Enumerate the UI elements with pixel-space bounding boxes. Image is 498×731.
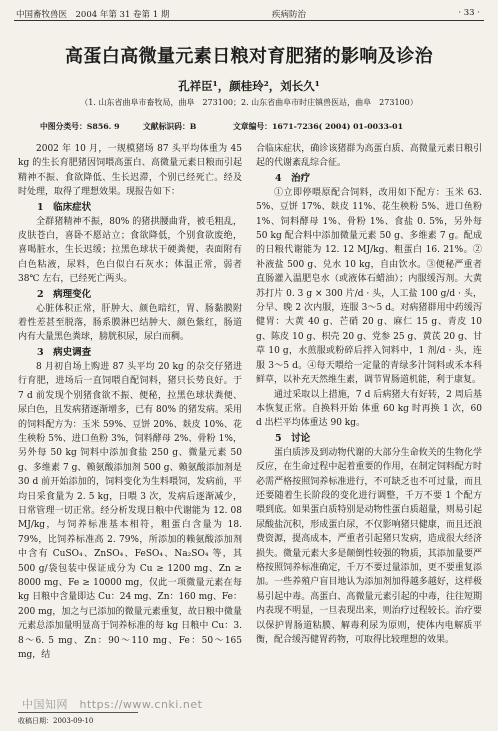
intro-paragraph: 2002 年 10 月，一规模猪场 87 头平均体重为 45 kg 的生长育肥猪因饲喂高蛋白、高微量元素日粮而引起精神不振、食欲降低、生长迟滞，个别已经死亡。经及时处理，取得了理想效果。现报告如下： [18,144,242,198]
left-column [18,142,242,662]
treatment-paragraph: ①立即停喂原配合饲料，改用如下配方：玉米 63. 5%、豆饼 17%、麸皮 11%、花生秧粉 5%、进口鱼粉 1%、饲料酵母 1%、骨粉 1%、食盐 0. 5%，另外每 50 kg 配合料中添加微量元素 50 g、多维素 7 g。配成的日粮代谢能为 12. 12 MJ/kg、粗蛋白 16. 21%。②补液盐 500 g、兑水 10 kg，自由饮水。③便秘严重者直肠灌入温肥皂水（或液体石蜡油）；内服缓泻剂。大黄苏打片 0. 3 g × 300 片/d · 头，人工盐 100 g/d · 头，分早、晚 2 次内服，连服 3～5 d。对病猪群用中药缓泻健胃：大黄 40 g、芒硝 20 g、麻仁 15 g、青皮 10 g、陈皮 10 g、枳壳 20 g、党参 25 g、黄芪 20 g、甘草 10 g，水煎服或粉碎后拌入饲料中，1 剂/d · 头，连服 3～5 d。④每天喂给一定量的青绿多汁饲料或禾本科鲜草，以补充天然维生素，调节胃肠道机能，利于康复。 [256,187,482,386]
diagnosis-continuation: 合临床症状，确诊该猪群为高蛋白质、高微量元素日粮引起的代谢紊乱综合征。 [256,144,482,169]
footnote-rule [18,712,138,713]
history-paragraph: 8 月初自场上购进 87 头平均 20 kg 的杂交仔猪进行育肥，进场后一直饲喂自配饲料，猪只长势良好。于 7 d 前发现个别猪食欲不振、便秘，拉黑色球状粪便、尿白色，且发病猪逐渐增多，已有 80% 的猪发病。采用的饲料配方为：玉米 59%、豆饼 20%、麸皮 10%、花生秧粉 5%、进口鱼粉 3%，饲料酵母 2%、骨粉 1%，另外每 50 kg 饲料中添加食盐 250 g、微量元素 50 g、多维素 7 g、赖氨酸添加剂 500 g、赖氨酸添加剂是 30 d 前开始添加的，饲料变化为生料喂饲，发病前，平均日采食量为 2. 5 kg，日喂 3 次，发病后逐渐减少，日常管理一切正常。经分析发现日粮中代谢能为 12. 08 MJ/kg，与饲养标准基本相符，粗蛋白含量为 18. 79%，比饲养标准高 2. 79%，所添加的赖氨酸添加剂中含有 CuSO₄、ZnSO₄、FeSO₄、Na₂SO₄ 等，其 500 g/袋包装中保证成分为 Cu ≥ 1200 mg、Zn ≥ 8000 mg、Fe ≥ 10000 mg，仅此一项微量元素在每 kg 日粮中含量即达 Cu：24 mg、Zn：160 mg、Fe：200 mg，加之与已添加的微量元素重复，故日粮中微量元素总添加量明显高于饲养标准的每 kg 日粮中 Cu：3. 8～6. 5 mg、Zn：90～110 mg、Fe：50～165 mg，结 [18,361,242,660]
section-heading-history: 3 病史调查 [37,346,92,358]
running-head [14,6,484,20]
section-label: 疾病防治 [272,10,307,20]
section-heading-discussion: 5 讨论 [275,432,311,444]
section-heading-pathology: 2 病理变化 [37,288,92,300]
discussion-paragraph: 蛋白质涉及到动物代谢的大部分生命攸关的生物化学反应，在生命过程中起着重要的作用，在制定饲料配方时必需严格按照饲养标准进行，不可缺乏也不可过量，而且还要随着生长阶段的变化进行调整，千万不要 1 个配方喂到底。如果蛋白质特别是动物性蛋白质超量，则易引起尿酸盐沉积，形成蛋白尿，不仅影响猪只健康，而且还浪费资源，提高成本，严重者引起猪只发病，造成很大经济损失。微量元素大多是颠倒性较强的物质，其添加量要严格按照饲养标准确定，千万不要过量添加，更不要重复添加。一些养殖户盲目地认为添加剂加得越多越好，这样极易引起中毒。高蛋白、高微量元素引起的中毒，往往短期内表现不明显，一旦表现出来，则治疗过程较长。治疗要以保护胃肠道粘膜、解毒利尿为原则，使体内电解质平衡，配合缓泻健胃药物，可取得比较理想的效果。 [256,447,482,645]
symptoms-paragraph: 全群猪精神不振，80% 的猪拱腰曲背，被毛粗乱，皮肤苍白，喜卧不愿站立；食欲降低，个别食欲废绝，喜喝脏水，生长迟缓；拉黑色球状干硬粪便，表面附有白色粘液，尿料，色白似白石灰水；体温正常，弱者 38℃ 左右，已经死亡两头。 [18,216,242,285]
header-rule [14,20,484,21]
received-date: 收稿日期：2003-09-10 [18,717,94,725]
article-authors: 孔祥臣¹，颜桂玲²，刘长久¹ [178,79,320,93]
author-affiliation: （1. 山东省曲阜市畜牧局，曲阜 273100；2. 山东省曲阜市时庄镇兽医站，曲阜 273100） [80,98,418,107]
page-number: · 33 · [458,8,480,18]
right-column [256,142,482,647]
document-code: 文献标识码：B [143,122,197,131]
article-id: 文章编号：1671-7236( 2004) 01-0033-01 [233,122,404,131]
journal-issue-label: 中国畜牧兽医 2004 年第 31 卷第 1 期 [16,10,170,20]
section-heading-symptoms: 1 临床症状 [37,201,92,213]
pathology-paragraph: 心脏体积正常，肝肿大、颜色暗红，胃、肠黏膜附着性差甚至脱落，肠系膜淋巴结肿大、颜色紫红，肠道内有大量黑色粪球，膀胱积尿，尿白而稠。 [18,303,242,343]
section-heading-treatment: 4 治疗 [275,172,311,184]
article-title: 高蛋白高微量元素日粮对育肥猪的影响及诊治 [65,46,433,67]
cnki-watermark: 中国知网 https://www.cnki.net [22,698,203,711]
clc-number: 中图分类号：S856. 9 [40,122,120,131]
treatment-result-paragraph: 通过采取以上措施，7 d 后病猪大有好转，2 周后基本恢复正常。自换料开始 体重 60 kg 时再换 1 次，60 d 出栏平均体重达 90 kg。 [256,389,482,429]
